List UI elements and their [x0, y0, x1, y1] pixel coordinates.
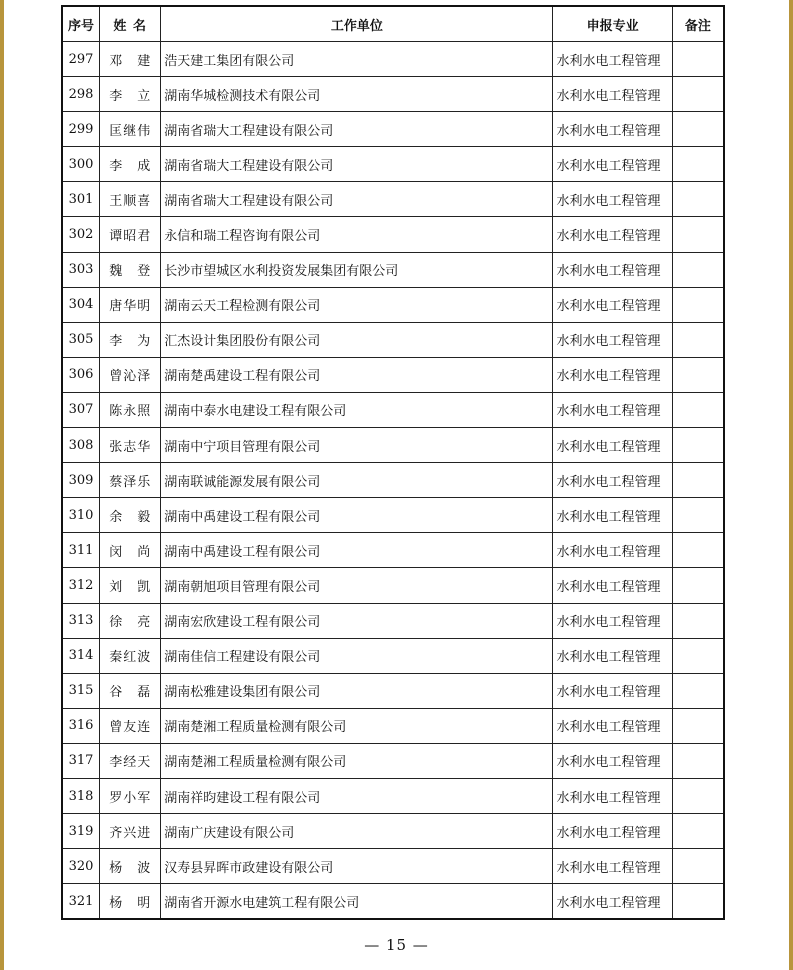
- cell-index: 307: [62, 392, 100, 427]
- table-row: [62, 603, 724, 638]
- table-row: [62, 42, 724, 77]
- table-row: [62, 392, 724, 427]
- cell-note: [672, 322, 724, 357]
- table-row: [62, 849, 724, 884]
- cell-unit: 长沙市望城区水利投资发展集团有限公司: [161, 252, 553, 287]
- cell-name: 陈永照: [100, 392, 161, 427]
- cell-note: [672, 112, 724, 147]
- cell-index: 309: [62, 463, 100, 498]
- cell-major: 水利水电工程管理: [553, 322, 672, 357]
- cell-note: [672, 814, 724, 849]
- cell-index: 314: [62, 638, 100, 673]
- cell-index: 302: [62, 217, 100, 252]
- page-frame-left: [0, 0, 4, 970]
- cell-unit: 湖南省开源水电建筑工程有限公司: [161, 884, 553, 920]
- cell-major: 水利水电工程管理: [553, 77, 672, 112]
- cell-unit: 湖南云天工程检测有限公司: [161, 287, 553, 322]
- cell-index: 297: [62, 42, 100, 77]
- header-name: 姓 名: [100, 6, 161, 42]
- cell-name: 王顺喜: [100, 182, 161, 217]
- cell-unit: 湖南宏欣建设工程有限公司: [161, 603, 553, 638]
- table-row: [62, 498, 724, 533]
- cell-index: 298: [62, 77, 100, 112]
- cell-major: 水利水电工程管理: [553, 603, 672, 638]
- cell-major: 水利水电工程管理: [553, 708, 672, 743]
- cell-unit: 湖南朝旭项目管理有限公司: [161, 568, 553, 603]
- table-row: [62, 357, 724, 392]
- cell-name: 秦红波: [100, 638, 161, 673]
- cell-major: 水利水电工程管理: [553, 533, 672, 568]
- cell-note: [672, 217, 724, 252]
- cell-note: [672, 849, 724, 884]
- cell-unit: 湖南松雅建设集团有限公司: [161, 673, 553, 708]
- cell-index: 311: [62, 533, 100, 568]
- cell-unit: 湖南联诚能源发展有限公司: [161, 463, 553, 498]
- cell-major: 水利水电工程管理: [553, 42, 672, 77]
- cell-major: 水利水电工程管理: [553, 743, 672, 778]
- cell-name: 徐 亮: [100, 603, 161, 638]
- cell-note: [672, 638, 724, 673]
- table-row: [62, 743, 724, 778]
- cell-index: 315: [62, 673, 100, 708]
- cell-name: 张志华: [100, 428, 161, 463]
- cell-note: [672, 463, 724, 498]
- cell-name: 唐华明: [100, 287, 161, 322]
- cell-index: 319: [62, 814, 100, 849]
- cell-index: 317: [62, 743, 100, 778]
- table-row: [62, 182, 724, 217]
- cell-unit: 湖南省瑞大工程建设有限公司: [161, 147, 553, 182]
- table-row: [62, 673, 724, 708]
- cell-major: 水利水电工程管理: [553, 849, 672, 884]
- table-row: [62, 463, 724, 498]
- cell-note: [672, 743, 724, 778]
- cell-name: 杨 波: [100, 849, 161, 884]
- cell-unit: 湖南佳信工程建设有限公司: [161, 638, 553, 673]
- cell-major: 水利水电工程管理: [553, 392, 672, 427]
- table-header-row: [62, 6, 724, 42]
- cell-name: 邓 建: [100, 42, 161, 77]
- page-frame-right: [789, 0, 793, 970]
- cell-index: 308: [62, 428, 100, 463]
- table-row: [62, 287, 724, 322]
- cell-unit: 湖南省瑞大工程建设有限公司: [161, 112, 553, 147]
- header-major: 申报专业: [553, 6, 672, 42]
- table-row: [62, 778, 724, 813]
- table-row: [62, 568, 724, 603]
- cell-major: 水利水电工程管理: [553, 568, 672, 603]
- table-row: [62, 638, 724, 673]
- header-note: 备注: [672, 6, 724, 42]
- table-row: [62, 814, 724, 849]
- cell-major: 水利水电工程管理: [553, 287, 672, 322]
- cell-unit: 湖南省瑞大工程建设有限公司: [161, 182, 553, 217]
- table-row: [62, 708, 724, 743]
- cell-major: 水利水电工程管理: [553, 884, 672, 920]
- cell-major: 水利水电工程管理: [553, 357, 672, 392]
- cell-index: 312: [62, 568, 100, 603]
- cell-index: 303: [62, 252, 100, 287]
- cell-name: 蔡泽乐: [100, 463, 161, 498]
- cell-major: 水利水电工程管理: [553, 182, 672, 217]
- cell-index: 321: [62, 884, 100, 920]
- cell-unit: 湖南华城检测技术有限公司: [161, 77, 553, 112]
- cell-note: [672, 708, 724, 743]
- table-row: [62, 322, 724, 357]
- cell-major: 水利水电工程管理: [553, 673, 672, 708]
- cell-note: [672, 252, 724, 287]
- cell-name: 李 为: [100, 322, 161, 357]
- cell-major: 水利水电工程管理: [553, 252, 672, 287]
- cell-unit: 湖南中禹建设工程有限公司: [161, 533, 553, 568]
- cell-name: 李经天: [100, 743, 161, 778]
- cell-note: [672, 182, 724, 217]
- cell-name: 谷 磊: [100, 673, 161, 708]
- cell-unit: 湖南中禹建设工程有限公司: [161, 498, 553, 533]
- cell-note: [672, 287, 724, 322]
- cell-index: 305: [62, 322, 100, 357]
- table-row: [62, 77, 724, 112]
- cell-unit: 湖南楚湘工程质量检测有限公司: [161, 708, 553, 743]
- cell-name: 李 成: [100, 147, 161, 182]
- cell-name: 齐兴进: [100, 814, 161, 849]
- cell-note: [672, 673, 724, 708]
- cell-name: 刘 凯: [100, 568, 161, 603]
- cell-unit: 湖南祥昀建设工程有限公司: [161, 778, 553, 813]
- cell-index: 306: [62, 357, 100, 392]
- cell-major: 水利水电工程管理: [553, 814, 672, 849]
- cell-note: [672, 147, 724, 182]
- page-number: — 15 —: [364, 936, 429, 954]
- cell-name: 李 立: [100, 77, 161, 112]
- cell-major: 水利水电工程管理: [553, 428, 672, 463]
- cell-major: 水利水电工程管理: [553, 112, 672, 147]
- cell-name: 曾友连: [100, 708, 161, 743]
- cell-note: [672, 42, 724, 77]
- cell-index: 301: [62, 182, 100, 217]
- cell-note: [672, 357, 724, 392]
- cell-unit: 汉寿县昇晖市政建设有限公司: [161, 849, 553, 884]
- cell-name: 魏 登: [100, 252, 161, 287]
- cell-name: 谭昭君: [100, 217, 161, 252]
- cell-index: 316: [62, 708, 100, 743]
- cell-unit: 浩天建工集团有限公司: [161, 42, 553, 77]
- cell-name: 余 毅: [100, 498, 161, 533]
- cell-major: 水利水电工程管理: [553, 147, 672, 182]
- cell-unit: 湖南中泰水电建设工程有限公司: [161, 392, 553, 427]
- cell-index: 310: [62, 498, 100, 533]
- cell-unit: 湖南楚湘工程质量检测有限公司: [161, 743, 553, 778]
- cell-index: 299: [62, 112, 100, 147]
- table-row: [62, 428, 724, 463]
- header-unit: 工作单位: [161, 6, 553, 42]
- cell-note: [672, 392, 724, 427]
- cell-note: [672, 533, 724, 568]
- cell-major: 水利水电工程管理: [553, 778, 672, 813]
- cell-unit: 永信和瑞工程咨询有限公司: [161, 217, 553, 252]
- table-row: [62, 217, 724, 252]
- cell-index: 318: [62, 778, 100, 813]
- cell-major: 水利水电工程管理: [553, 463, 672, 498]
- cell-index: 304: [62, 287, 100, 322]
- cell-major: 水利水电工程管理: [553, 217, 672, 252]
- cell-name: 闵 尚: [100, 533, 161, 568]
- cell-name: 杨 明: [100, 884, 161, 920]
- table-row: [62, 252, 724, 287]
- cell-unit: 湖南楚禹建设工程有限公司: [161, 357, 553, 392]
- cell-note: [672, 884, 724, 920]
- cell-note: [672, 498, 724, 533]
- cell-unit: 汇杰设计集团股份有限公司: [161, 322, 553, 357]
- table-row: [62, 147, 724, 182]
- cell-note: [672, 77, 724, 112]
- cell-index: 320: [62, 849, 100, 884]
- cell-major: 水利水电工程管理: [553, 498, 672, 533]
- cell-name: 曾沁泽: [100, 357, 161, 392]
- cell-note: [672, 603, 724, 638]
- table-row: [62, 112, 724, 147]
- personnel-table: [61, 5, 725, 920]
- cell-major: 水利水电工程管理: [553, 638, 672, 673]
- cell-unit: 湖南广庆建设有限公司: [161, 814, 553, 849]
- cell-index: 313: [62, 603, 100, 638]
- table-row: [62, 884, 724, 920]
- table-row: [62, 533, 724, 568]
- table-body: [62, 42, 724, 920]
- cell-name: 匡继伟: [100, 112, 161, 147]
- cell-note: [672, 568, 724, 603]
- cell-note: [672, 428, 724, 463]
- cell-unit: 湖南中宁项目管理有限公司: [161, 428, 553, 463]
- header-index: 序号: [62, 6, 100, 42]
- cell-index: 300: [62, 147, 100, 182]
- cell-name: 罗小军: [100, 778, 161, 813]
- cell-note: [672, 778, 724, 813]
